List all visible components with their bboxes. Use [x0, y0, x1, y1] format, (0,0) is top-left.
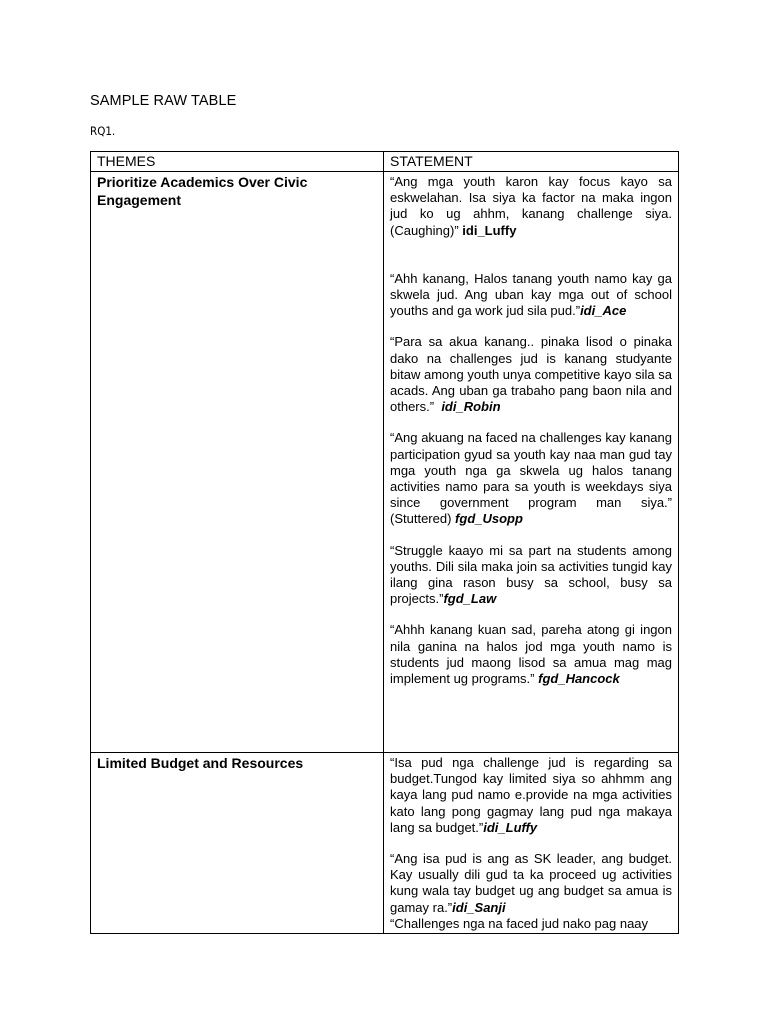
statement-cell: [384, 753, 679, 934]
theme-label: Limited Budget and Resources: [97, 755, 304, 771]
raw-data-table: [90, 151, 679, 934]
statement-column-header: STATEMENT: [384, 152, 679, 172]
speaker-code: idi_Robin: [441, 399, 501, 415]
statement-item: [390, 174, 672, 239]
theme-cell: [91, 172, 384, 753]
document-title: SAMPLE RAW TABLE: [90, 93, 237, 109]
speaker-code: idi_Ace: [580, 303, 627, 319]
themes-column-header: THEMES: [91, 152, 384, 172]
speaker-code: idi_Luffy: [483, 819, 538, 835]
statement-item: [390, 755, 672, 836]
speaker-code: idi_Luffy: [462, 222, 517, 238]
speaker-code: fgd_Usopp: [455, 511, 523, 527]
statement-cell: [384, 172, 679, 753]
statement-item: [390, 543, 672, 608]
table-row: [91, 172, 679, 753]
speaker-code: fgd_Hancock: [538, 671, 620, 687]
statement-quote: “Challenges nga na faced jud nako pag naay: [390, 915, 649, 931]
statement-item: [390, 271, 672, 320]
statement-quote: “Struggle kaayo mi sa part na students among youths. Dili sila maka join sa activities tungid kay ilang gina rason busy sa school, busy sa projects.”: [390, 542, 672, 607]
statement-quote: “Ahhh kanang kuan sad, pareha atong gi ingon nila ganina na halos jod mga youth namo is students jud maong lisod sa amua mag mag implement ug programs.”: [390, 622, 672, 687]
statement-quote: “Ahh kanang, Halos tanang youth namo kay ga skwela jud. Ang uban kay mga out of school youths and ga work jud sila pud.”: [390, 270, 672, 319]
statement-quote: “Ang akuang na faced na challenges kay kanang participation gyud sa youth kay naa man gud tay mga youth nga ga skwela ug halos tanang activities namo para sa youth is weekdays siya since government program man siya.” (Stuttered): [390, 430, 672, 527]
speaker-code: idi_Sanji: [452, 899, 506, 915]
theme-cell: [91, 753, 384, 934]
table-row: [91, 753, 679, 934]
theme-label: Prioritize Academics Over Civic Engagement: [97, 174, 308, 208]
speaker-code: fgd_Law: [443, 591, 497, 607]
statement-item: [390, 334, 672, 415]
statement-quote: “Ang mga youth karon kay focus kayo sa eskwelahan. Isa siya ka factor na maka ingon jud ko ug ahhm, kanang challenge siya. (Caughing)”: [390, 174, 672, 238]
statement-item: [390, 622, 672, 687]
statement-quote: “Para sa akua kanang.. pinaka lisod o pinaka dako na challenges jud is kanang studyante bitaw among youth unya competitive kayo sila sa acads. Ang uban ga trabaho pang baon nila and others.”: [390, 334, 672, 415]
statement-quote: “Ang isa pud is ang as SK leader, ang budget. Kay usually dili gud ta ka proceed ug activities kung wala tay budget ug ang budget sa amua is gamay ra.”: [390, 851, 672, 915]
statement-item: [390, 430, 672, 527]
table-header-row: [91, 152, 679, 172]
statement-item: [390, 916, 672, 932]
research-question-label: RQ1.: [90, 124, 116, 138]
statement-quote: “Isa pud nga challenge jud is regarding sa budget.Tungod kay limited siya so ahhmm ang kaya lang pud namo e.provide na mga activities kato lang pong gagmay lang pud nga makaya lang sa budget.”: [390, 755, 672, 835]
statement-item: [390, 851, 672, 916]
